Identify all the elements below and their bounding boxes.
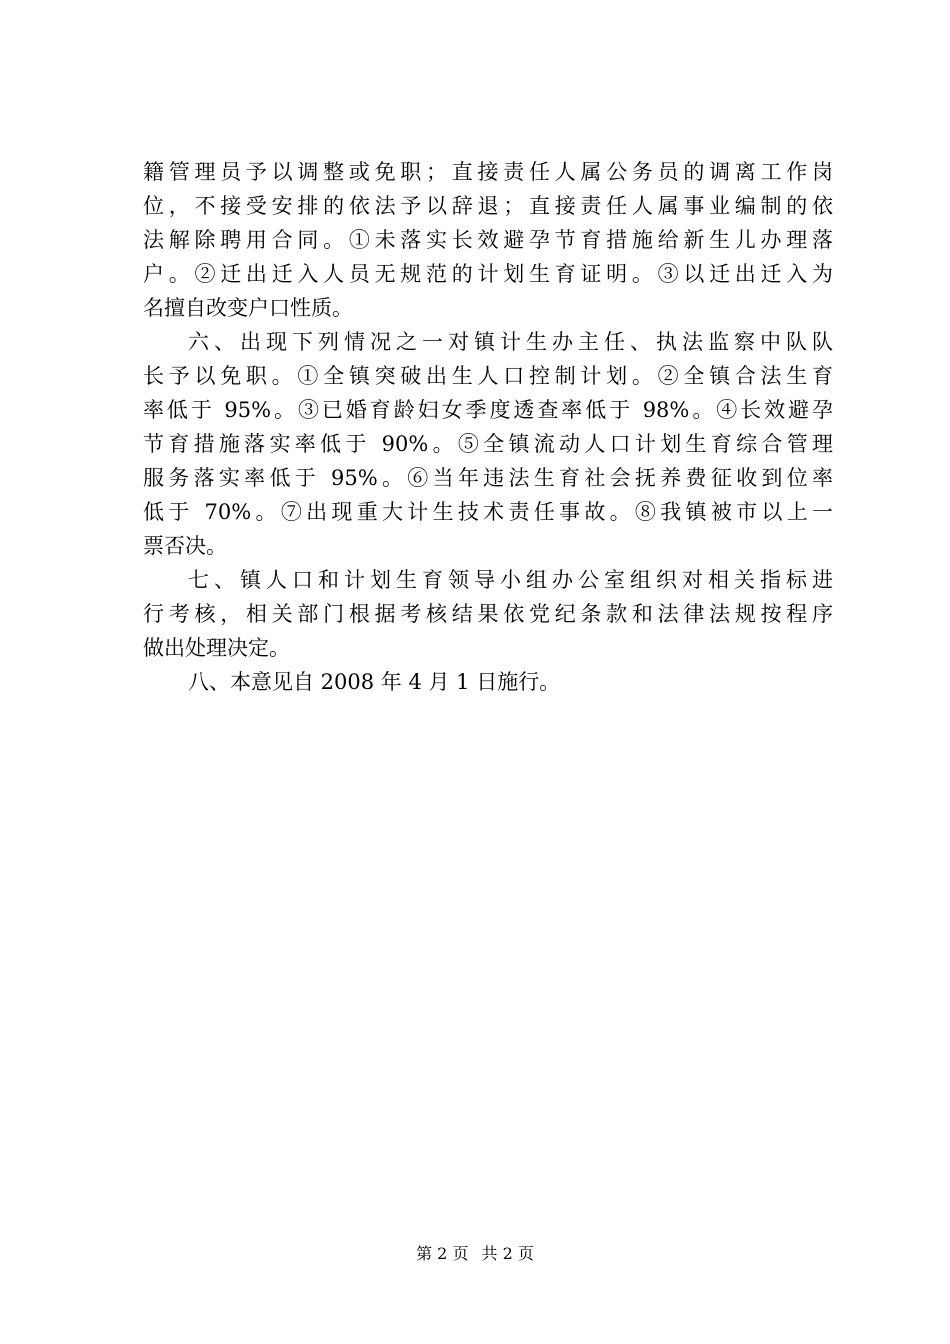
text-line: 服务落实率低于 95%。⑥当年违法生育社会抚养费征收到位率 [143,466,833,490]
page-total: 共 2 页 [481,1244,534,1263]
document-body [143,155,833,699]
text-line: 位，不接受安排的依法予以辞退；直接责任人属事业编制的依 [143,194,833,218]
paragraph-six-first-line: 六、出现下列情况之一对镇计生办主任、执法监察中队队 [188,330,833,354]
text-line: 率低于 95%。③已婚育龄妇女季度透查率低于 98%。④长效避孕 [143,398,833,422]
text-line: 节育措施落实率低于 90%。⑤全镇流动人口计划生育综合管理 [143,432,833,456]
text-line: 低于 70%。⑦出现重大计生技术责任事故。⑧我镇被市以上一 [143,500,833,524]
text-line: 票否决。 [143,534,227,558]
text-line: 名擅自改变户口性质。 [143,296,353,320]
paragraph-eight-line: 八、本意见自 2008 年 4 月 1 日施行。 [188,670,561,694]
paragraph-seven-first-line: 七、镇人口和计划生育领导小组办公室组织对相关指标进 [188,568,833,592]
text-line: 户。②迁出迁入人员无规范的计划生育证明。③以迁出迁入为 [143,262,833,286]
page-number: 第 2 页 [416,1244,469,1263]
text-line: 籍管理员予以调整或免职；直接责任人属公务员的调离工作岗 [143,160,833,184]
text-line: 法解除聘用合同。①未落实长效避孕节育措施给新生儿办理落 [143,228,833,252]
text-line: 做出处理决定。 [143,636,290,660]
text-line: 长予以免职。①全镇突破出生人口控制计划。②全镇合法生育 [143,364,833,388]
page-footer [0,1243,950,1265]
text-line: 行考核，相关部门根据考核结果依党纪条款和法律法规按程序 [143,602,833,626]
